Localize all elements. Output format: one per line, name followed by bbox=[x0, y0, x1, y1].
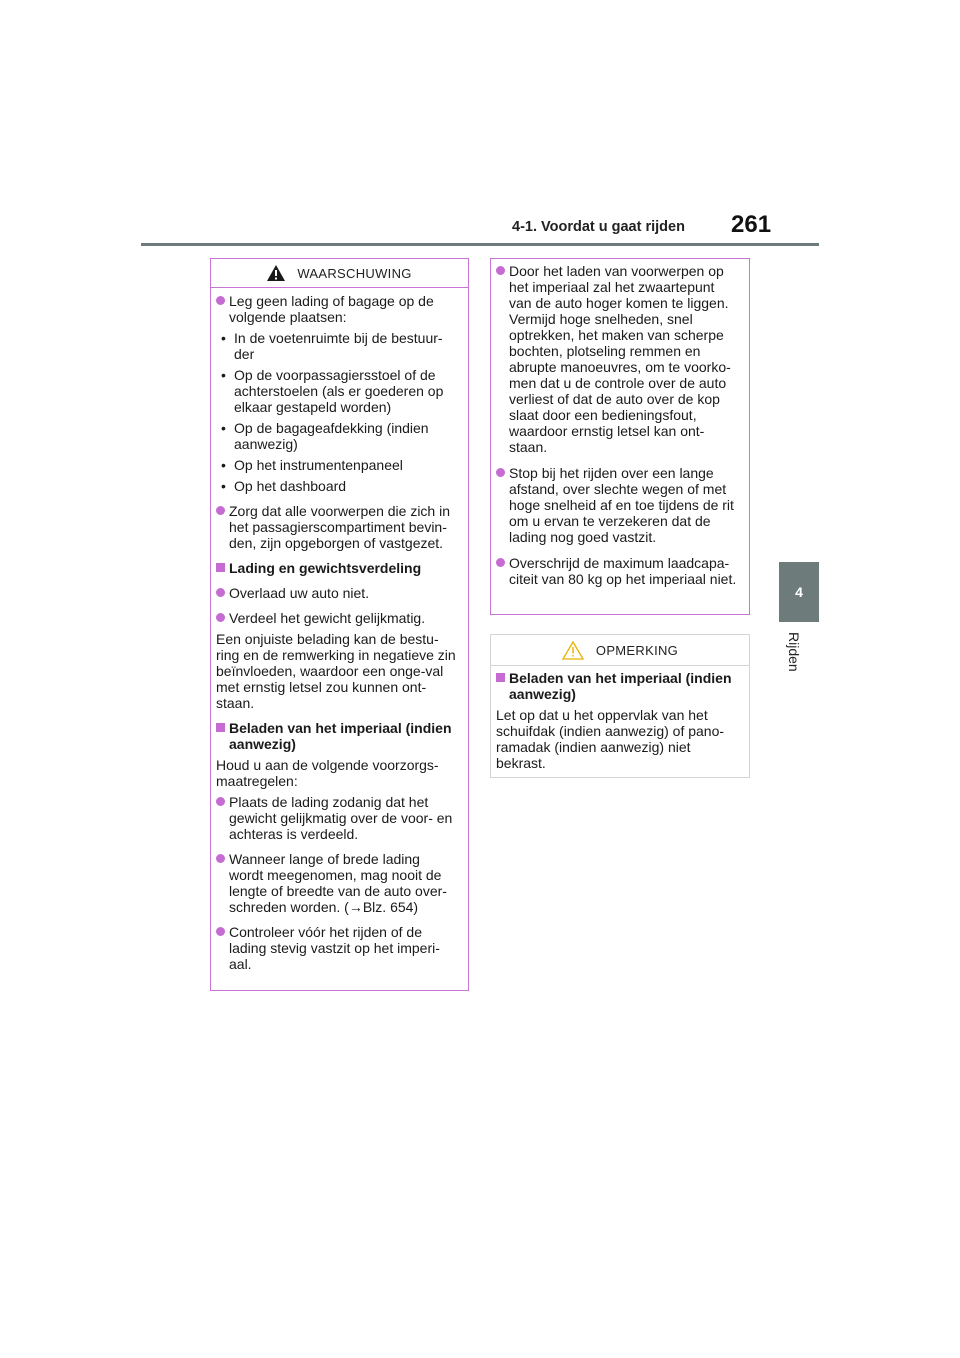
sub-bullet: • bbox=[221, 420, 226, 436]
warning-header bbox=[211, 259, 468, 288]
item-text: Leg geen lading of bagage op de volgende plaatsen: bbox=[229, 293, 434, 325]
list-item bbox=[216, 503, 456, 551]
item-text: Overschrijd de maximum laadcapa-citeit van 80 kg op het imperiaal niet. bbox=[509, 555, 737, 587]
note-title: OPMERKING bbox=[595, 642, 679, 658]
sub-item bbox=[221, 330, 456, 362]
warning-triangle-icon bbox=[267, 265, 285, 281]
note-header bbox=[491, 635, 749, 666]
note-box bbox=[490, 634, 750, 778]
list-item bbox=[496, 555, 737, 587]
sub-text: Op het dashboard bbox=[234, 478, 347, 494]
page-number: 261 bbox=[731, 211, 772, 238]
note-body bbox=[491, 666, 749, 788]
item-text: Plaats de lading zodanig dat het gewicht gelijkmatig over de voor- en achteras is verdeeld. bbox=[229, 794, 453, 842]
bullet-dot bbox=[216, 610, 229, 619]
bullet-dot bbox=[216, 851, 229, 860]
item-text: Door het laden van voorwerpen op het imperiaal zal het zwaartepunt van de auto hoger komen te liggen. Vermijd hoge snelheden, snel optrekken, het maken van scherpe bochten, plotseling remmen en abrupte manoeuvres, om te voorko-men dat u de controle over de auto verliest of dat de auto over de kop slaat door een bedieningsfout, waardoor ernstig letsel kan ont-staan. bbox=[509, 263, 731, 455]
sub-text: In de voetenruimte bij de bestuur-der bbox=[234, 330, 443, 362]
item-text: Overlaad uw auto niet. bbox=[229, 585, 370, 601]
warning-title: WAARSCHUWING bbox=[297, 265, 412, 281]
warning-body bbox=[491, 259, 749, 604]
sub-item bbox=[221, 457, 456, 473]
sub-item bbox=[221, 420, 456, 452]
list-item bbox=[216, 794, 456, 842]
list-item bbox=[216, 924, 456, 972]
sub-bullet: • bbox=[221, 457, 226, 473]
item-text: Verdeel het gewicht gelijkmatig. bbox=[229, 610, 426, 626]
list-item bbox=[216, 610, 456, 626]
item-text: Zorg dat alle voorwerpen die zich in het passagierscompartiment bevin-den, zijn opgeborgen of vastgezet. bbox=[229, 503, 451, 551]
bullet-square bbox=[216, 560, 229, 576]
paragraph: Een onjuiste belading kan de bestu-ring en de remwerking in negatieve zin beïnvloeden, waardoor een onge-val met ernstig letsel zou kunnen ont-staan. bbox=[216, 631, 456, 711]
bullet-dot bbox=[496, 263, 509, 272]
list-item bbox=[216, 293, 456, 325]
bullet-dot bbox=[216, 503, 229, 512]
item-text: Stop bij het rijden over een lange afstand, over slechte wegen of met hoge snelheid af en toe tijdens de rit om u ervan te verzekeren dat de lading nog goed vastzit. bbox=[509, 465, 734, 545]
heading-text: Lading en gewichtsverdeling bbox=[229, 560, 422, 576]
bullet-dot bbox=[216, 794, 229, 803]
bullet-dot bbox=[496, 465, 509, 474]
sub-text: Op de voorpassagiersstoel of de achterstoelen (als er goederen op elkaar gestapeld worden) bbox=[234, 367, 444, 415]
item-text: Controleer vóór het rijden of de lading stevig vastzit op het imperi-aal. bbox=[229, 924, 440, 972]
sub-text: Op het instrumentenpaneel bbox=[234, 457, 403, 473]
bullet-square bbox=[216, 720, 229, 752]
heading-text: Beladen van het imperiaal (indien aanwezig) bbox=[229, 720, 452, 752]
bullet-dot bbox=[216, 585, 229, 594]
section-heading bbox=[496, 670, 737, 702]
warning-body bbox=[211, 288, 468, 989]
sub-bullet: • bbox=[221, 367, 226, 383]
bullet-dot bbox=[216, 293, 229, 302]
bullet-dot bbox=[496, 555, 509, 564]
sub-text: Op de bagageafdekking (indien aanwezig) bbox=[234, 420, 429, 452]
paragraph: Houd u aan de volgende voorzorgs-maatregelen: bbox=[216, 757, 439, 789]
warning-box-continued bbox=[490, 258, 750, 615]
sub-item bbox=[221, 478, 456, 494]
section-title: 4-1. Voordat u gaat rijden bbox=[512, 219, 685, 235]
list-item bbox=[216, 585, 456, 601]
bullet-dot bbox=[216, 924, 229, 933]
heading-text: Beladen van het imperiaal (indien aanwezig) bbox=[509, 670, 732, 702]
sub-item bbox=[221, 367, 456, 415]
chapter-tab: 4 bbox=[779, 562, 819, 622]
section-heading bbox=[216, 560, 456, 576]
paragraph: Let op dat u het oppervlak van het schuifdak (indien aanwezig) of pano-ramadak (indien aanwezig) niet bekrast. bbox=[496, 707, 725, 771]
warning-box bbox=[210, 258, 469, 991]
list-item bbox=[216, 851, 456, 915]
section-heading bbox=[216, 720, 456, 752]
bullet-square bbox=[496, 670, 509, 702]
header-rule bbox=[141, 243, 819, 246]
sub-bullet: • bbox=[221, 330, 226, 346]
chapter-label: Rijden bbox=[786, 632, 802, 672]
list-item bbox=[496, 465, 737, 545]
sub-bullet: • bbox=[221, 478, 226, 494]
list-item bbox=[496, 263, 737, 455]
item-text: Wanneer lange of brede lading wordt meegenomen, mag nooit de lengte of breedte van de auto over-schreden worden. (→Blz. 654) bbox=[229, 851, 447, 915]
caution-triangle-icon bbox=[562, 641, 584, 660]
